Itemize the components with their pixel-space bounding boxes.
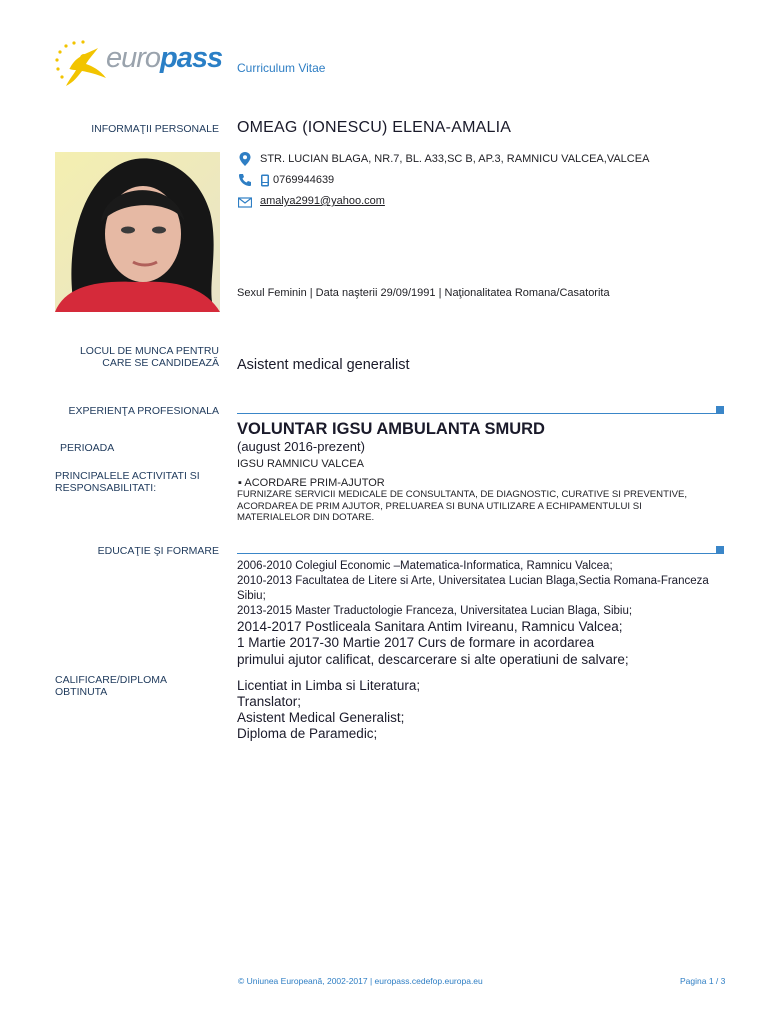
doc-title: Curriculum Vitae — [237, 61, 326, 75]
responsibilities-label-line2: RESPONSABILITATI: — [55, 482, 157, 495]
education-item: 2010-2013 Facultatea de Litere si Arte, Universitatea Lucian Blaga,Sectia Romana-Franceza Sibiu; — [237, 574, 709, 602]
position-label — [49, 345, 219, 369]
job-period: (august 2016-prezent) — [237, 439, 365, 454]
bullet-text: ACORDARE PRIM-AJUTOR — [244, 477, 385, 489]
personal-details: Sexul Feminin | Data naşterii 29/09/1991 | Naţionalitatea Romana/Casatorita — [237, 287, 610, 299]
europass-star-figure-icon — [52, 38, 112, 90]
education-divider-marker — [716, 546, 724, 554]
personal-info-label: INFORMAŢII PERSONALE — [91, 123, 219, 135]
phone-number: 0769944639 — [273, 174, 335, 186]
mobile-phone-icon — [260, 174, 270, 187]
education-item: 2014-2017 Postliceala Sanitara Antim Ivireanu, Ramnicu Valcea; — [237, 618, 623, 634]
wordmark-pass: pass — [160, 42, 223, 74]
education-item: 1 Martie 2017-30 Martie 2017 Curs de formare in acordarea — [237, 635, 595, 651]
employer: IGSU RAMNICU VALCEA — [237, 458, 364, 470]
europass-wordmark — [106, 44, 222, 73]
qualification-item: Licentiat in Limba si Literatura; — [237, 678, 421, 693]
qualification-item: Diploma de Paramedic; — [237, 725, 378, 741]
position-value: Asistent medical generalist — [237, 357, 410, 373]
education-item: 2006-2010 Colegiul Economic –Matematica-Informatica, Ramnicu Valcea; — [237, 560, 613, 572]
candidate-name: OMEAG (IONESCU) ELENA-AMALIA — [237, 119, 512, 136]
footer-copyright: © Uniunea Europeană, 2002-2017 | europass.cedefop.europa.eu — [238, 976, 483, 986]
responsibilities-label-line1: PRINCIPALELE ACTIVITATI SI — [55, 470, 200, 482]
experience-label: EXPERIENŢA PROFESIONALA — [68, 405, 219, 417]
responsibilities-label — [55, 470, 230, 494]
education-list — [237, 559, 717, 668]
phone-icon — [238, 173, 252, 187]
qualification-list — [237, 678, 420, 742]
qualification-item: Asistent Medical Generalist; — [237, 709, 405, 725]
education-label: EDUCAŢIE ŞI FORMARE — [97, 545, 219, 557]
qualification-label — [55, 674, 230, 698]
address-text: STR. LUCIAN BLAGA, NR.7, BL. A33,SC B, AP.3, RAMNICU VALCEA,VALCEA — [260, 153, 650, 165]
qualification-label-line2: OBTINUTA — [55, 686, 108, 699]
position-label-line2: CARE SE CANDIDEAZĂ — [102, 357, 219, 370]
wordmark-euro: euro — [106, 42, 161, 74]
education-item: 2013-2015 Master Traductologie Franceza, Universitatea Lucian Blaga, Sibiu; — [237, 604, 633, 617]
experience-divider — [237, 413, 716, 414]
email-link[interactable]: amalya2991@yahoo.com — [260, 195, 385, 207]
location-pin-icon — [238, 152, 252, 166]
profile-photo — [55, 152, 220, 312]
experience-divider-marker — [716, 406, 724, 414]
education-divider — [237, 553, 716, 554]
position-label-line1: LOCUL DE MUNCA PENTRU — [79, 345, 219, 357]
qualification-item: Translator; — [237, 693, 302, 709]
qualification-label-line1: CALIFICARE/DIPLOMA — [55, 674, 168, 686]
education-item: primului ajutor calificat, descarcerare si alte operatiuni de salvare; — [237, 651, 629, 667]
responsibility-bullet — [238, 477, 385, 489]
job-title: VOLUNTAR IGSU AMBULANTA SMURD — [237, 420, 545, 438]
email-icon — [238, 195, 252, 209]
bullet-dot: ▪ — [238, 477, 245, 489]
responsibilities-text: FURNIZARE SERVICII MEDICALE DE CONSULTANTA, DE DIAGNOSTIC, CURATIVE SI PREVENTIVE, ACORDAREA DE PRIM AJUTOR, PRELUAREA SI BUNA UTILIZARE A ECHIPAMENTULUI SI MATERIALELOR DIN DOTARE. — [237, 489, 688, 523]
page-number: Pagina 1 / 3 — [680, 976, 726, 986]
period-label: PERIOADA — [60, 442, 115, 454]
